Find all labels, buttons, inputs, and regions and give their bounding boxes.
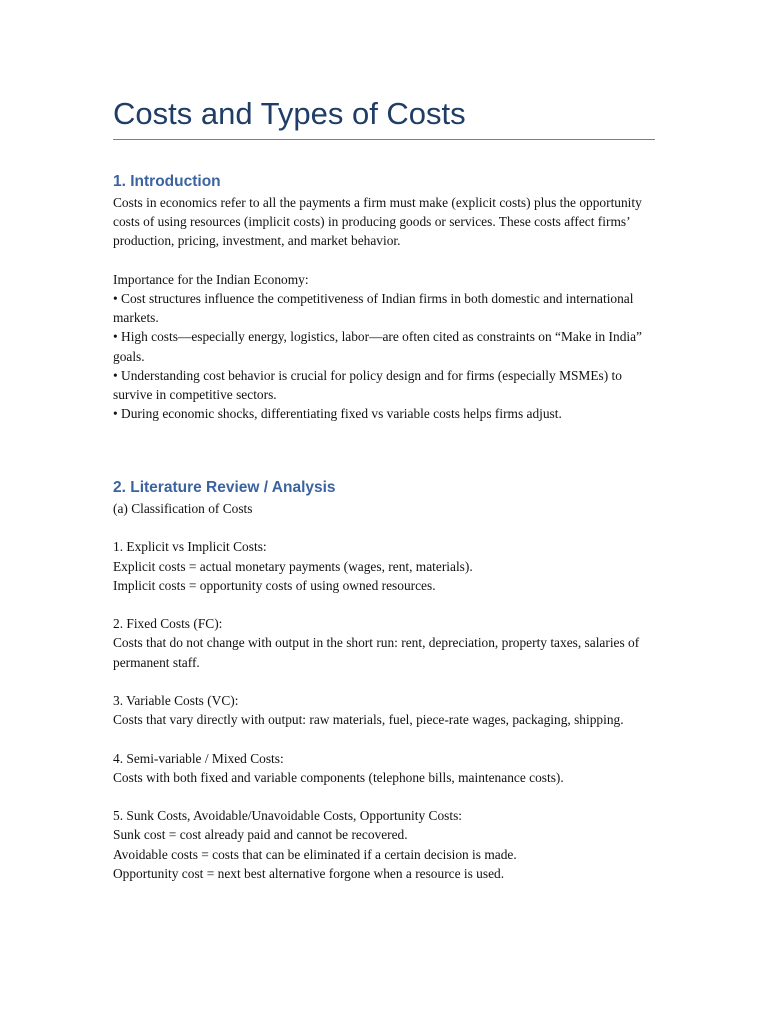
section-literature-review <box>113 477 655 883</box>
item-line: Costs that do not change with output in the short run: rent, depreciation, property taxes, salaries of permanent staff. <box>113 635 640 670</box>
item-title: 3. Variable Costs (VC): <box>113 692 239 708</box>
bullet-item: • Cost structures influence the competitiveness of Indian firms in both domestic and international markets. <box>113 291 634 326</box>
section-introduction <box>113 171 655 423</box>
bullet-item: • Understanding cost behavior is crucial for policy design and for firms (especially MSMEs) to survive in competitive sectors. <box>113 367 622 403</box>
item-line: Opportunity cost = next best alternative forgone when a resource is used. <box>113 865 505 881</box>
item-line: Sunk cost = cost already paid and cannot be recovered. <box>113 827 408 843</box>
title-underline-rule <box>113 139 655 140</box>
classification-item <box>113 806 655 883</box>
item-title: 1. Explicit vs Implicit Costs: <box>113 539 267 555</box>
section-heading: 1. Introduction <box>113 173 221 190</box>
subheading: (a) Classification of Costs <box>113 501 253 516</box>
classification-item <box>113 749 655 787</box>
item-line: Costs that vary directly with output: raw materials, fuel, piece-rate wages, packaging, shipping. <box>113 712 624 728</box>
classification-item <box>113 691 655 729</box>
intro-paragraph: Costs in economics refer to all the payments a firm must make (explicit costs) plus the opportunity costs of using resources (implicit costs) in producing goods or services. These costs affect firms’ production, pricing, investment, and market behavior. <box>113 195 642 249</box>
document-title: Costs and Types of Costs <box>113 96 466 131</box>
item-title: 4. Semi-variable / Mixed Costs: <box>113 750 284 766</box>
item-line: Costs with both fixed and variable components (telephone bills, maintenance costs). <box>113 769 564 785</box>
bullet-item: • High costs—especially energy, logistics, labor—are often cited as constraints on “Make in India” goals. <box>113 329 643 364</box>
classification-item <box>113 537 655 595</box>
item-line: Explicit costs = actual monetary payments (wages, rent, materials). <box>113 558 473 574</box>
importance-label: Importance for the Indian Economy: <box>113 271 309 287</box>
item-title: 5. Sunk Costs, Avoidable/Unavoidable Costs, Opportunity Costs: <box>113 808 463 824</box>
section-heading: 2. Literature Review / Analysis <box>113 479 336 496</box>
item-title: 2. Fixed Costs (FC): <box>113 616 223 632</box>
classification-item <box>113 614 655 672</box>
bullet-item: • During economic shocks, differentiating fixed vs variable costs helps firms adjust. <box>113 406 562 422</box>
item-line: Implicit costs = opportunity costs of using owned resources. <box>113 577 436 593</box>
item-line: Avoidable costs = costs that can be eliminated if a certain decision is made. <box>113 846 517 862</box>
